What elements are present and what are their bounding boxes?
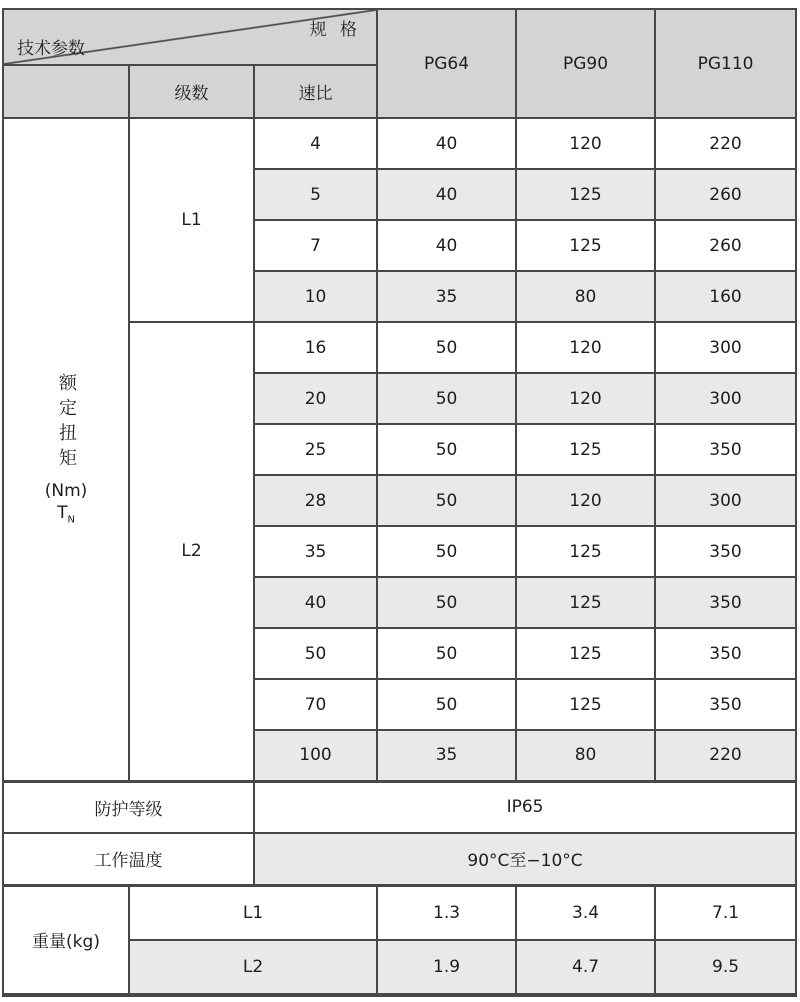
value-cell: 50 <box>377 475 516 526</box>
temperature-label: 工作温度 <box>3 833 254 885</box>
value-cell: 120 <box>516 475 655 526</box>
ratio-cell: 5 <box>254 169 377 220</box>
value-cell: 80 <box>516 271 655 322</box>
ratio-cell: 16 <box>254 322 377 373</box>
weight-value-cell: 7.1 <box>655 885 796 940</box>
ratio-cell: 4 <box>254 118 377 169</box>
value-cell: 50 <box>377 322 516 373</box>
weight-label-cell: 重量(kg) <box>3 885 129 995</box>
value-cell: 260 <box>655 220 796 271</box>
ratio-cell: 25 <box>254 424 377 475</box>
col-header-pg110: PG110 <box>655 9 796 118</box>
value-cell: 120 <box>516 322 655 373</box>
ratio-cell: 40 <box>254 577 377 628</box>
torque-unit: (Nm) <box>44 481 88 502</box>
spec-corner-cell <box>3 9 377 65</box>
value-cell: 50 <box>377 373 516 424</box>
torque-label-cell <box>3 118 129 781</box>
value-cell: 350 <box>655 577 796 628</box>
value-cell: 120 <box>516 373 655 424</box>
temperature-row <box>3 833 796 885</box>
weight-value-cell: 3.4 <box>516 885 655 940</box>
col-header-pg64: PG64 <box>377 9 516 118</box>
value-cell: 300 <box>655 373 796 424</box>
value-cell: 50 <box>377 679 516 730</box>
value-cell: 50 <box>377 424 516 475</box>
ratio-cell: 28 <box>254 475 377 526</box>
tech-params-label: 技术参数 <box>17 39 85 59</box>
stage-header: 级数 <box>129 65 254 118</box>
value-cell: 40 <box>377 118 516 169</box>
weight-value-cell: 9.5 <box>655 940 796 995</box>
torque-symbol: $T_N$ <box>57 503 75 526</box>
col-header-pg90: PG90 <box>516 9 655 118</box>
torque-label-wrap <box>4 373 128 525</box>
value-cell: 50 <box>377 628 516 679</box>
header-row-1 <box>3 9 796 65</box>
temperature-value: 90°C至−10°C <box>254 833 796 885</box>
ratio-cell: 70 <box>254 679 377 730</box>
value-cell: 125 <box>516 169 655 220</box>
value-cell: 160 <box>655 271 796 322</box>
weight-value-cell: 4.7 <box>516 940 655 995</box>
ratio-cell: 35 <box>254 526 377 577</box>
value-cell: 35 <box>377 271 516 322</box>
ratio-header: 速比 <box>254 65 377 118</box>
value-cell: 350 <box>655 628 796 679</box>
value-cell: 40 <box>377 220 516 271</box>
protection-label: 防护等级 <box>3 781 254 833</box>
value-cell: 350 <box>655 424 796 475</box>
value-cell: 125 <box>516 577 655 628</box>
stage-cell-l2: L2 <box>129 322 254 781</box>
stage-cell-l1: L1 <box>129 118 254 322</box>
value-cell: 80 <box>516 730 655 781</box>
weight-value-cell: 1.9 <box>377 940 516 995</box>
ratio-cell: 100 <box>254 730 377 781</box>
weight-value-cell: 1.3 <box>377 885 516 940</box>
value-cell: 125 <box>516 220 655 271</box>
protection-row <box>3 781 796 833</box>
ratio-cell: 10 <box>254 271 377 322</box>
ratio-cell: 20 <box>254 373 377 424</box>
spec-table <box>2 8 797 997</box>
value-cell: 300 <box>655 322 796 373</box>
value-cell: 300 <box>655 475 796 526</box>
value-cell: 120 <box>516 118 655 169</box>
ratio-cell: 50 <box>254 628 377 679</box>
weight-stage-cell: L2 <box>129 940 377 995</box>
torque-label-vertical: 额定扭矩 <box>56 373 77 474</box>
value-cell: 125 <box>516 424 655 475</box>
value-cell: 220 <box>655 118 796 169</box>
value-cell: 125 <box>516 526 655 577</box>
protection-value: IP65 <box>254 781 796 833</box>
value-cell: 350 <box>655 526 796 577</box>
value-cell: 125 <box>516 679 655 730</box>
value-cell: 50 <box>377 577 516 628</box>
value-cell: 50 <box>377 526 516 577</box>
torque-row <box>3 118 796 169</box>
value-cell: 350 <box>655 679 796 730</box>
weight-stage-cell: L1 <box>129 885 377 940</box>
value-cell: 35 <box>377 730 516 781</box>
value-cell: 260 <box>655 169 796 220</box>
value-cell: 40 <box>377 169 516 220</box>
value-cell: 125 <box>516 628 655 679</box>
weight-row-l1 <box>3 885 796 940</box>
ratio-cell: 7 <box>254 220 377 271</box>
spec-label: 规 格 <box>309 20 362 40</box>
value-cell: 220 <box>655 730 796 781</box>
header-empty-cell <box>3 65 129 118</box>
diagonal-divider <box>4 10 376 64</box>
